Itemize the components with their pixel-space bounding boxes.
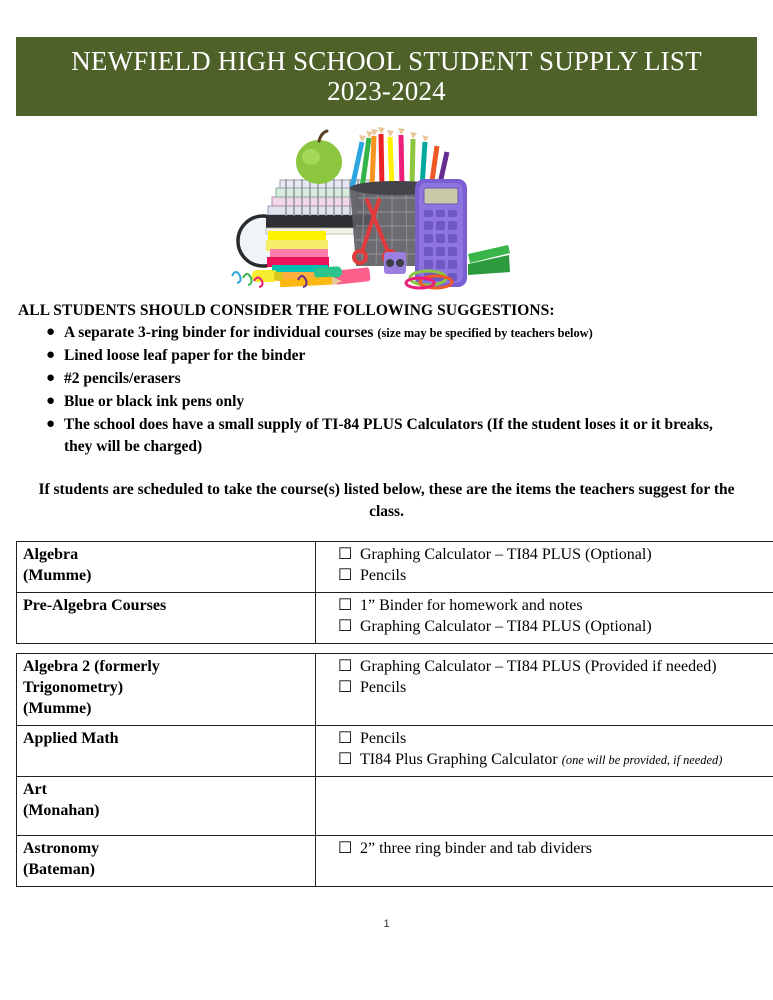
supply-item — [338, 566, 773, 587]
supply-item-text: Graphing Calculator – TI84 PLUS (Optional) — [360, 617, 652, 635]
page-title-line-1: NEWFIELD HIGH SCHOOL STUDENT SUPPLY LIST — [71, 46, 702, 77]
suggestions-heading: ALL STUDENTS SHOULD CONSIDER THE FOLLOWING SUGGESTIONS: — [18, 302, 555, 319]
supply-item-text: Pencils — [360, 566, 407, 584]
supply-item-text: TI84 Plus Graphing Calculator — [360, 750, 562, 768]
checkbox-icon[interactable]: ☐ — [338, 658, 353, 675]
supply-item-text: Pencils — [360, 678, 407, 696]
course-name: Algebra 2 (formerly — [23, 658, 160, 675]
supply-table-1 — [16, 541, 773, 644]
supply-item — [338, 596, 773, 617]
supply-item — [338, 678, 773, 699]
supply-item-text: Pencils — [360, 729, 407, 747]
list-item — [18, 345, 740, 367]
supply-item — [338, 617, 773, 638]
course-teacher: (Bateman) — [23, 860, 95, 878]
table-row — [17, 542, 773, 593]
items-cell — [316, 654, 773, 726]
course-teacher: (Mumme) — [23, 566, 92, 584]
course-cell — [17, 654, 316, 726]
course-cell — [17, 776, 316, 835]
page-number: 1 — [383, 918, 390, 930]
checkbox-icon[interactable]: ☐ — [338, 546, 353, 563]
list-item-text: A separate 3-ring binder for individual courses — [64, 324, 374, 341]
supply-item — [338, 750, 773, 771]
table-row — [17, 654, 773, 726]
list-item-text: Lined loose leaf paper for the binder — [64, 347, 306, 364]
checkbox-icon[interactable]: ☐ — [338, 617, 353, 635]
table-row — [17, 776, 773, 835]
course-name: Pre-Algebra Courses — [23, 596, 167, 614]
suggestions-list — [18, 322, 740, 459]
table-row — [17, 592, 773, 643]
supply-item-text: 2” three ring binder and tab dividers — [360, 839, 592, 857]
checkbox-icon[interactable]: ☐ — [338, 750, 353, 768]
document-title-banner — [16, 37, 757, 116]
supply-item — [338, 657, 773, 678]
list-item-text: #2 pencils/erasers — [64, 370, 181, 387]
items-cell — [316, 725, 773, 776]
items-cell — [316, 542, 773, 593]
items-cell-empty — [316, 776, 773, 835]
bullet-icon: ● — [46, 347, 56, 363]
course-teacher: (Monahan) — [23, 801, 100, 819]
course-name: Algebra — [23, 546, 79, 563]
list-item-text: The school does have a small supply of TI-84 PLUS Calculators (If the student loses it or it breaks, they will be charged) — [64, 416, 713, 455]
course-cell — [17, 592, 316, 643]
list-item — [18, 414, 740, 458]
items-cell — [316, 592, 773, 643]
table-row — [17, 725, 773, 776]
supply-item-text: 1” Binder for homework and notes — [360, 596, 583, 614]
course-teacher: (Mumme) — [23, 699, 92, 717]
supply-item-text: Graphing Calculator – TI84 PLUS (Provided if needed) — [360, 658, 717, 675]
pencil-sharpener-icon — [384, 252, 406, 274]
course-name: Art — [23, 780, 47, 798]
lead-paragraph: If students are scheduled to take the course(s) listed below, these are the items the teachers suggest for the class. — [38, 481, 735, 521]
bullet-icon: ● — [46, 416, 56, 432]
page-title-line-2: 2023-2024 — [327, 75, 446, 106]
bullet-icon: ● — [46, 324, 56, 340]
checkbox-icon[interactable]: ☐ — [338, 678, 353, 696]
course-cell — [17, 835, 316, 886]
course-cell — [17, 542, 316, 593]
checkbox-icon[interactable]: ☐ — [338, 596, 353, 614]
supply-item-note: (one will be provided, if needed) — [561, 752, 723, 767]
school-supplies-image — [216, 126, 516, 290]
table-row — [17, 835, 773, 886]
items-cell — [316, 835, 773, 886]
empty-items-placeholder — [338, 780, 773, 830]
course-name: Astronomy — [23, 839, 100, 857]
course-name-cont: Trigonometry) — [23, 678, 124, 696]
supply-item-text: Graphing Calculator – TI84 PLUS (Optional) — [360, 546, 652, 563]
supply-item — [338, 729, 773, 750]
checkbox-icon[interactable]: ☐ — [338, 566, 353, 584]
supply-item — [338, 545, 773, 566]
bullet-icon: ● — [46, 393, 56, 409]
course-cell — [17, 725, 316, 776]
checkbox-icon[interactable]: ☐ — [338, 839, 353, 857]
list-item-text: Blue or black ink pens only — [64, 393, 245, 410]
list-item-note: (size may be specified by teachers below) — [377, 326, 593, 340]
supply-table-2 — [16, 653, 773, 887]
list-item — [18, 391, 740, 413]
supply-item — [338, 839, 773, 860]
list-item — [18, 322, 740, 344]
list-item — [18, 368, 740, 390]
bullet-icon: ● — [46, 370, 56, 386]
course-name: Applied Math — [23, 729, 119, 747]
checkbox-icon[interactable]: ☐ — [338, 729, 353, 747]
